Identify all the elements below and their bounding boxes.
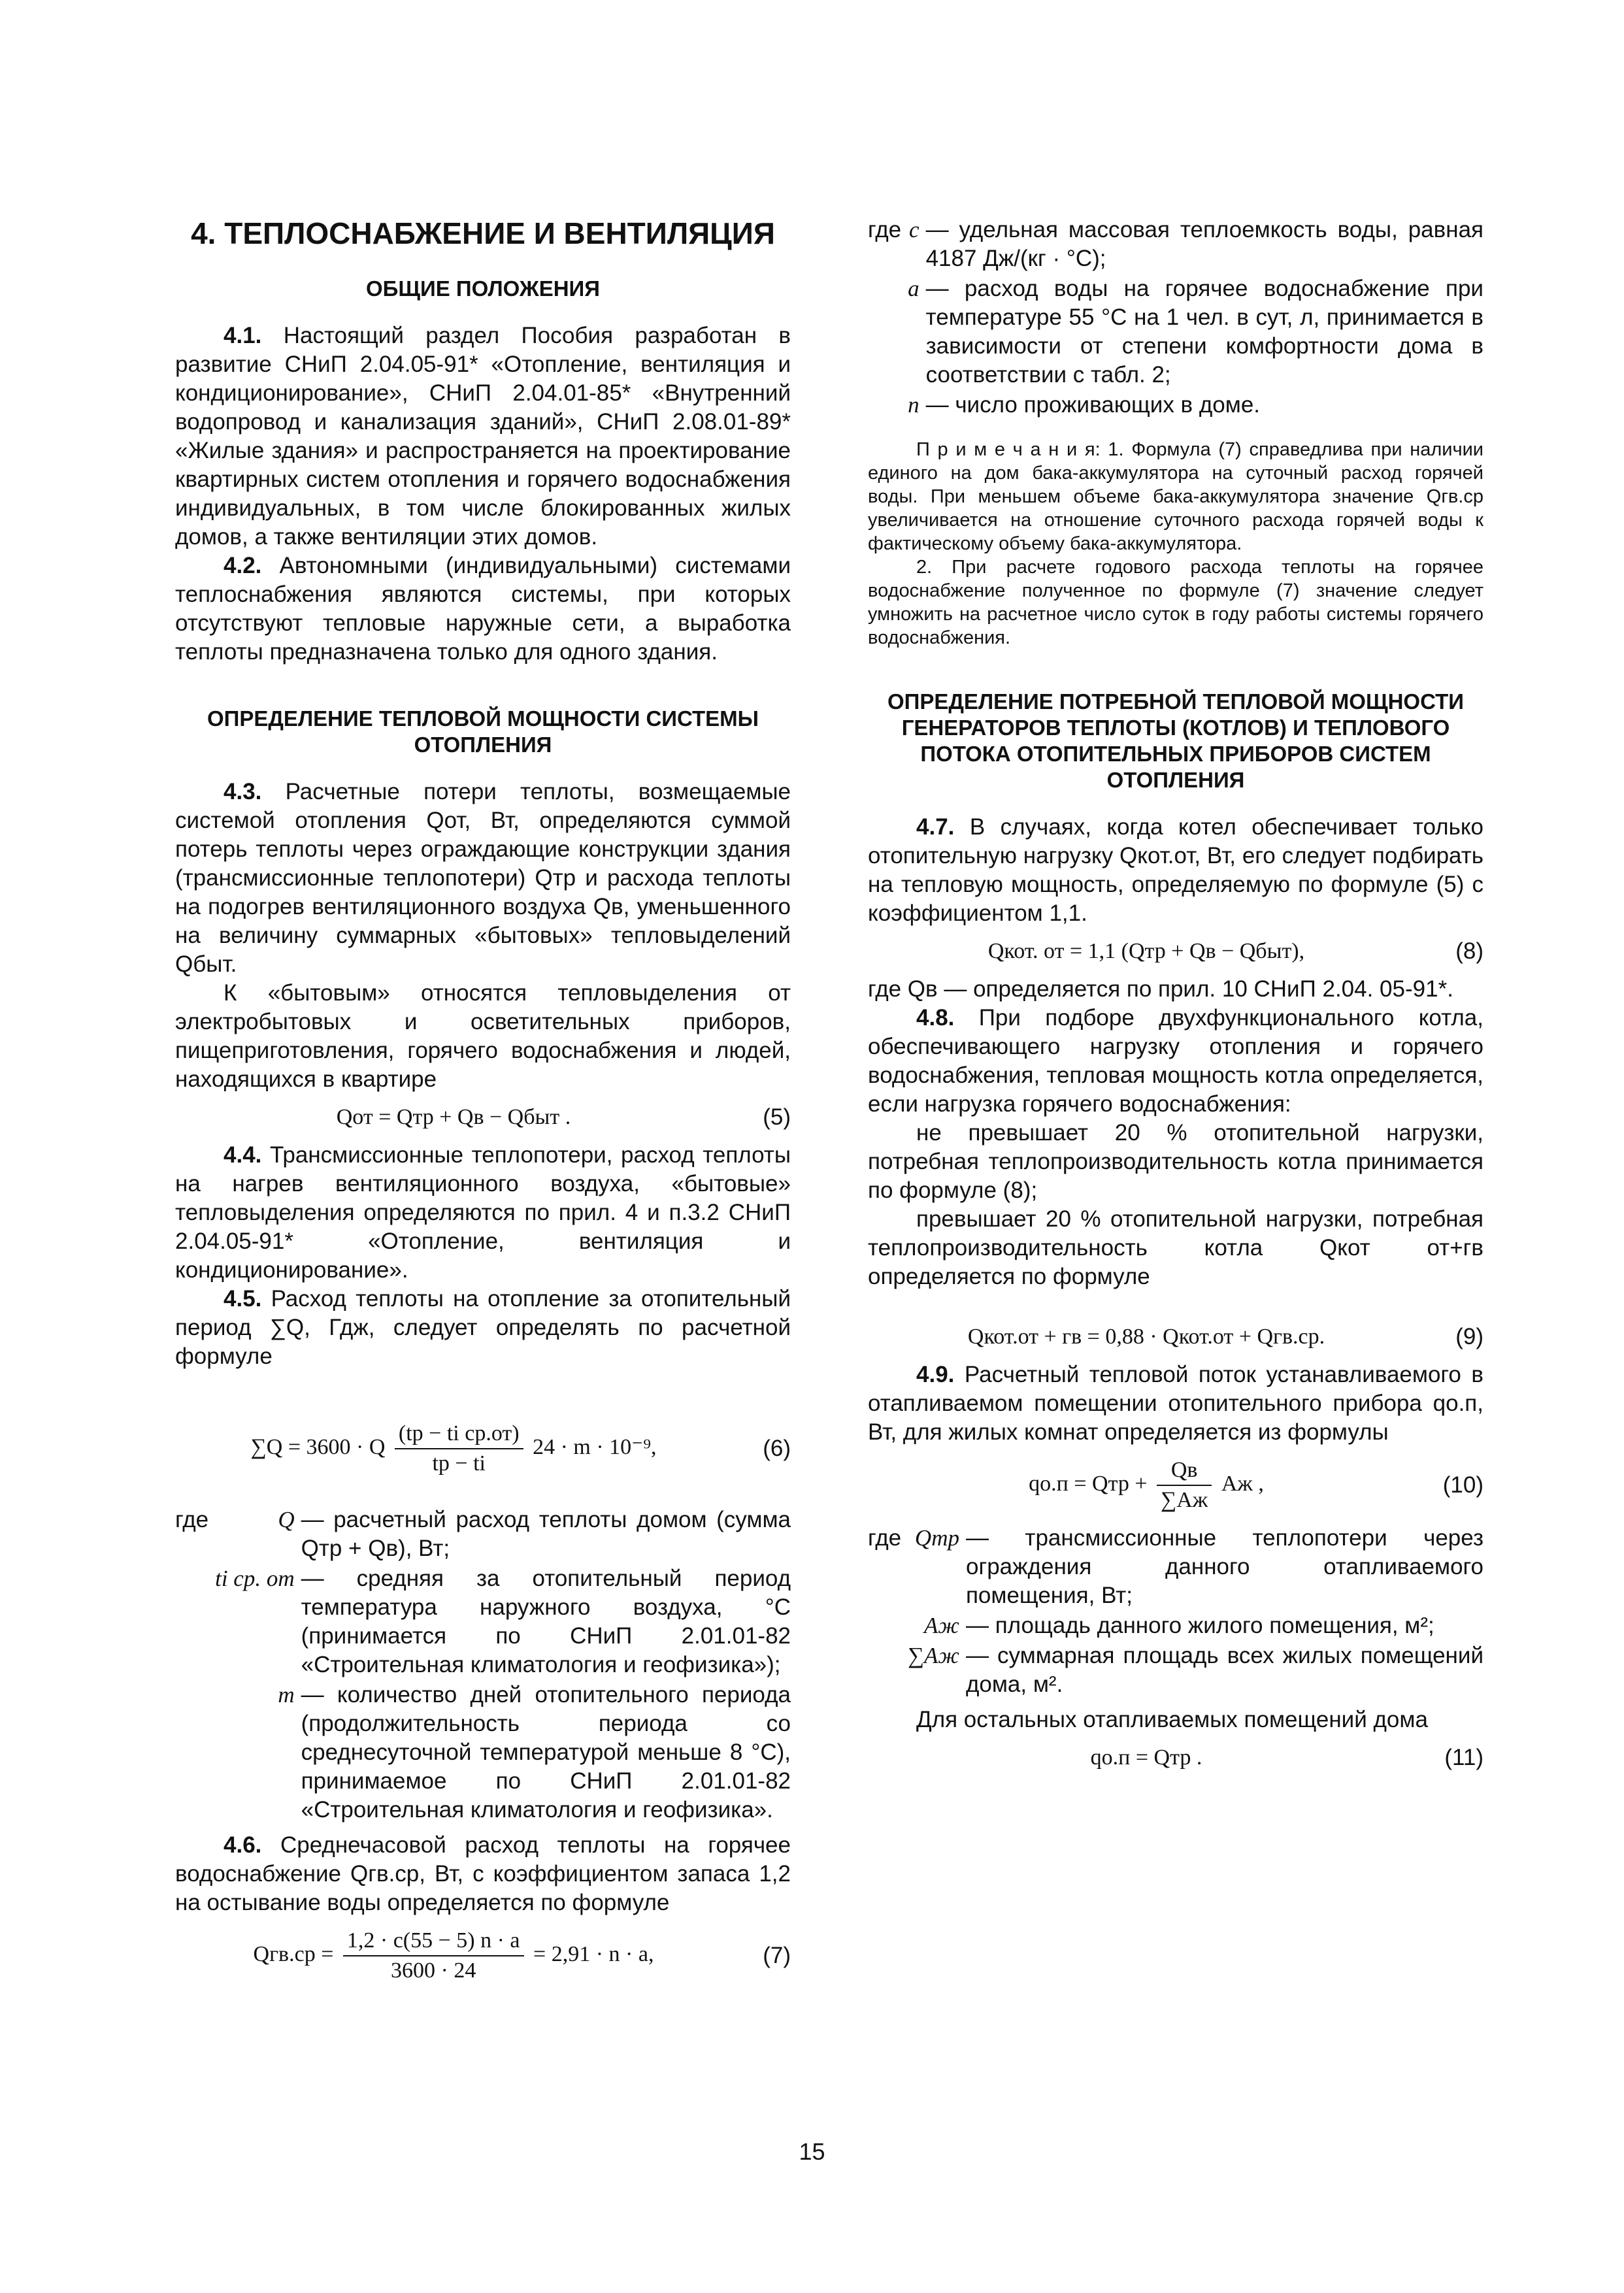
denominator: ∑Aж <box>1161 1488 1208 1512</box>
def-prefix <box>868 1611 901 1640</box>
def-prefix: где <box>868 217 902 242</box>
section-title: 4. ТЕПЛОСНАБЖЕНИЕ И ВЕНТИЛЯЦИЯ <box>191 216 775 250</box>
paragraph-text: Трансмиссионные теплопотери, расход теплоты на нагрев вентиляционного воздуха, «бытовые» тепловыделения определяются по прил. 4 и п.3.2 СНиП 2.04.05-91* «Отопление, вентиляция и кондиционирование». <box>175 1142 791 1283</box>
formula-body <box>868 1456 1425 1515</box>
clause-number: 4.1. <box>224 323 262 348</box>
formula-9 <box>868 1323 1483 1351</box>
formula-right: 24 · m · 10⁻⁹, <box>533 1434 657 1459</box>
def-symbol: ∑Aж <box>908 1643 959 1668</box>
def-prefix <box>175 1564 208 1679</box>
def-prefix: где <box>868 1525 902 1551</box>
def-symbol: Qтр <box>914 1525 959 1551</box>
heading-heat-power: ОПРЕДЕЛЕНИЕ ТЕПЛОВОЙ МОЩНОСТИ СИСТЕМЫ ОТОПЛЕНИЯ <box>207 706 759 757</box>
clause-number: 4.7. <box>916 814 955 840</box>
paragraph-text: Настоящий раздел Пособия разработан в развитие СНиП 2.04.05-91* «Отопление, вентиляция и кондиционирование», СНиП 2.04.01-85* «Внутренний водопровод и канализация зданий», СНиП 2.08.01-89* «Жилые здания» и распространяется на проектирование квартирных систем отопления и горячего водоснабжения индивидуальных, в том числе блокированных жилых домов, а также вентиляции этих домов. <box>175 323 791 550</box>
def-prefix: где <box>175 1507 209 1532</box>
paragraph-4-8 <box>868 1004 1483 1119</box>
equation-number: (10) <box>1442 1472 1483 1498</box>
definitions-6 <box>175 1506 791 1824</box>
formula-body: Qот = Qтр + Qв − Qбыт . <box>336 1105 571 1129</box>
heading-general: ОБЩИЕ ПОЛОЖЕНИЯ <box>366 276 600 301</box>
def-text: — трансмиссионные теплопотери через ограждения данного отапливаемого помещения, Вт; <box>965 1525 1483 1608</box>
clause-number: 4.9. <box>916 1362 955 1387</box>
formula-left: Qгв.ср = <box>253 1941 334 1966</box>
equation-number: (8) <box>1455 938 1483 964</box>
paragraph-text: Расчетный тепловой поток устанавливаемого в отапливаемом помещении отопительного прибора qо.п, Вт, для жилых комнат определяется из формулы <box>868 1362 1483 1445</box>
def-symbol: ti ср. от <box>215 1566 295 1591</box>
def-prefix <box>868 1641 901 1699</box>
equation-number: (7) <box>763 1943 791 1968</box>
def-text: — расчетный расход теплоты домом (сумма Qтр + Qв), Вт; <box>301 1507 791 1561</box>
def-prefix <box>868 274 901 389</box>
formula-11 <box>868 1743 1483 1772</box>
note-2: 2. При расчете годового расхода теплоты на горячее водоснабжение полученное по формуле (7) значение следует умножить на расчетное число суток в году работы системы горячего водоснабжения. <box>868 557 1483 648</box>
paragraph-text: Среднечасовой расход теплоты на горячее водоснабжение Qгв.ср, Вт, с коэффициентом запаса 1,2 на остывание воды определяется по формуле <box>175 1832 791 1915</box>
def-text: — средняя за отопительный период температура наружного воздуха, °С (принимается по СНиП 2.01.01-82 «Строительная климатология и геофизика»); <box>301 1566 791 1677</box>
formula-6 <box>175 1419 791 1478</box>
clause-number: 4.3. <box>224 779 262 804</box>
formula-body: Qкот.от + гв = 0,88 · Qкот.от + Qгв.ср. <box>967 1325 1325 1349</box>
clause-number: 4.5. <box>224 1286 262 1311</box>
definitions-7 <box>868 216 1483 420</box>
paragraph-text: Расход теплоты на отопление за отопительный период ∑Q, Гдж, следует определять по расчетной формуле <box>175 1286 791 1369</box>
clause-number: 4.6. <box>224 1832 262 1858</box>
paragraph-4-5 <box>175 1285 791 1371</box>
fraction <box>1157 1456 1212 1515</box>
paragraph-other-rooms: Для остальных отапливаемых помещений дома <box>916 1707 1428 1732</box>
clause-number: 4.4. <box>224 1142 262 1168</box>
clause-number: 4.2. <box>224 553 262 578</box>
paragraph-4-2 <box>175 552 791 667</box>
equation-number: (11) <box>1444 1745 1483 1770</box>
page-number: 15 <box>799 2138 825 2165</box>
paragraph-4-8-b: не превышает 20 % отопительной нагрузки, потребная теплопроизводительность котла принимается по формуле (8); <box>868 1120 1483 1203</box>
def-text: — удельная массовая теплоемкость воды, равная 4187 Дж/(кг · °С); <box>925 217 1483 271</box>
def-text: — расход воды на горячее водоснабжение при температуре 55 °С на 1 чел. в сут, л, принимается в зависимости от степени комфортности дома в соответствии с табл. 2; <box>925 276 1483 388</box>
def-prefix <box>868 391 901 420</box>
paragraph-4-7 <box>868 813 1483 928</box>
def-prefix <box>175 1681 208 1824</box>
note-1: П р и м е ч а н и я: 1. Формула (7) справедлива при наличии единого на дом бака-аккумулятора на суточный расход горячей воды. При меньшем объеме бака-аккумулятора значение Qгв.ср увеличивается на отношение суточного расхода горячей воды к фактическому объему бака-аккумулятора. <box>868 439 1483 554</box>
fraction <box>395 1419 523 1478</box>
paragraph-text: При подборе двухфункционального котла, обеспечивающего нагрузку отопления и горячего водоснабжения, тепловая мощность котла определяется, если нагрузка горячего водоснабжения: <box>868 1005 1483 1117</box>
paragraph-4-3 <box>175 778 791 979</box>
def-symbol: Q <box>278 1507 295 1532</box>
formula-body <box>175 1926 732 1985</box>
def-symbol: c <box>909 217 920 242</box>
paragraph-text: Расчетные потери теплоты, возмещаемые системой отопления Qот, Вт, определяются суммой потерь теплоты через ограждающие конструкции здания (трансмиссионные теплопотери) Qтр и расхода теплоты на подогрев вентиляционного воздуха Qв, уменьшенного на величину суммарных «бытовых» тепловыделений Qбыт. <box>175 779 791 977</box>
paragraph-text: Автономными (индивидуальными) системами теплоснабжения являются системы, при которых отсутствуют тепловые наружные сети, а выработка теплоты предназначена только для одного здания. <box>175 553 791 665</box>
paragraph-4-3-b: К «бытовым» относятся тепловыделения от электробытовых и осветительных приборов, пищеприготовления, горячего водоснабжения и людей, находящихся в квартире <box>175 980 791 1092</box>
formula-7 <box>175 1926 791 1985</box>
def-symbol: Aж <box>924 1613 959 1638</box>
def-text: — количество дней отопительного периода (продолжительность периода со среднесуточной температурой меньше 8 °С), принимаемое по СНиП 2.01.01-82 «Строительная климатология и геофизика». <box>301 1682 791 1823</box>
left-column <box>175 216 791 1994</box>
equation-number: (6) <box>763 1436 791 1461</box>
definition-8: где Qв — определяется по прил. 10 СНиП 2.04. 05-91*. <box>868 976 1453 1002</box>
clause-number: 4.8. <box>916 1005 955 1031</box>
heading-generators: ОПРЕДЕЛЕНИЕ ПОТРЕБНОЙ ТЕПЛОВОЙ МОЩНОСТИ ГЕНЕРАТОРОВ ТЕПЛОТЫ (КОТЛОВ) И ТЕПЛОВОГО ПОТОКА ОТОПИТЕЛЬНЫХ ПРИБОРОВ СИСТЕМ ОТОПЛЕНИЯ <box>887 689 1464 792</box>
def-text: — суммарная площадь всех жилых помещений дома, м². <box>965 1643 1483 1697</box>
def-text: — площадь данного жилого помещения, м²; <box>965 1613 1434 1638</box>
equation-number: (9) <box>1455 1324 1483 1349</box>
formula-right: = 2,91 · n · a, <box>533 1941 654 1966</box>
formula-body: Qкот. от = 1,1 (Qтр + Qв − Qбыт), <box>987 939 1305 963</box>
formula-5 <box>175 1103 791 1132</box>
formula-left: ∑Q = 3600 · Q <box>250 1434 386 1459</box>
denominator: tр − ti <box>432 1451 486 1476</box>
formula-left: qо.п = Qтр + <box>1029 1471 1148 1496</box>
numerator: (tр − ti ср.от) <box>395 1419 523 1449</box>
formula-body: qо.п = Qтр . <box>1090 1745 1202 1770</box>
paragraph-text: В случаях, когда котел обеспечивает только отопительную нагрузку Qкот.от, Вт, его следует подбирать на тепловую мощность, определяемую по формуле (5) с коэффициентом 1,1. <box>868 814 1483 926</box>
paragraph-4-8-c: превышает 20 % отопительной нагрузки, потребная теплопроизводительность котла Qкот от+гв определяется по формуле <box>868 1206 1483 1289</box>
paragraph-4-6 <box>175 1831 791 1917</box>
paragraph-4-1 <box>175 322 791 552</box>
denominator: 3600 · 24 <box>391 1958 476 1983</box>
formula-body <box>175 1419 732 1478</box>
def-symbol: a <box>908 276 920 301</box>
formula-10 <box>868 1456 1483 1515</box>
right-column <box>868 216 1483 1781</box>
fraction <box>343 1926 524 1985</box>
def-symbol: n <box>908 392 920 418</box>
formula-8 <box>868 937 1483 966</box>
definitions-10 <box>868 1524 1483 1699</box>
numerator: Qв <box>1157 1456 1212 1486</box>
paragraph-4-9 <box>868 1361 1483 1447</box>
equation-number: (5) <box>763 1104 791 1130</box>
paragraph-4-4 <box>175 1141 791 1285</box>
numerator: 1,2 · c(55 − 5) n · a <box>343 1926 524 1956</box>
def-text: — число проживающих в доме. <box>925 392 1261 418</box>
def-symbol: m <box>278 1682 295 1707</box>
formula-right: Aж , <box>1221 1471 1264 1496</box>
